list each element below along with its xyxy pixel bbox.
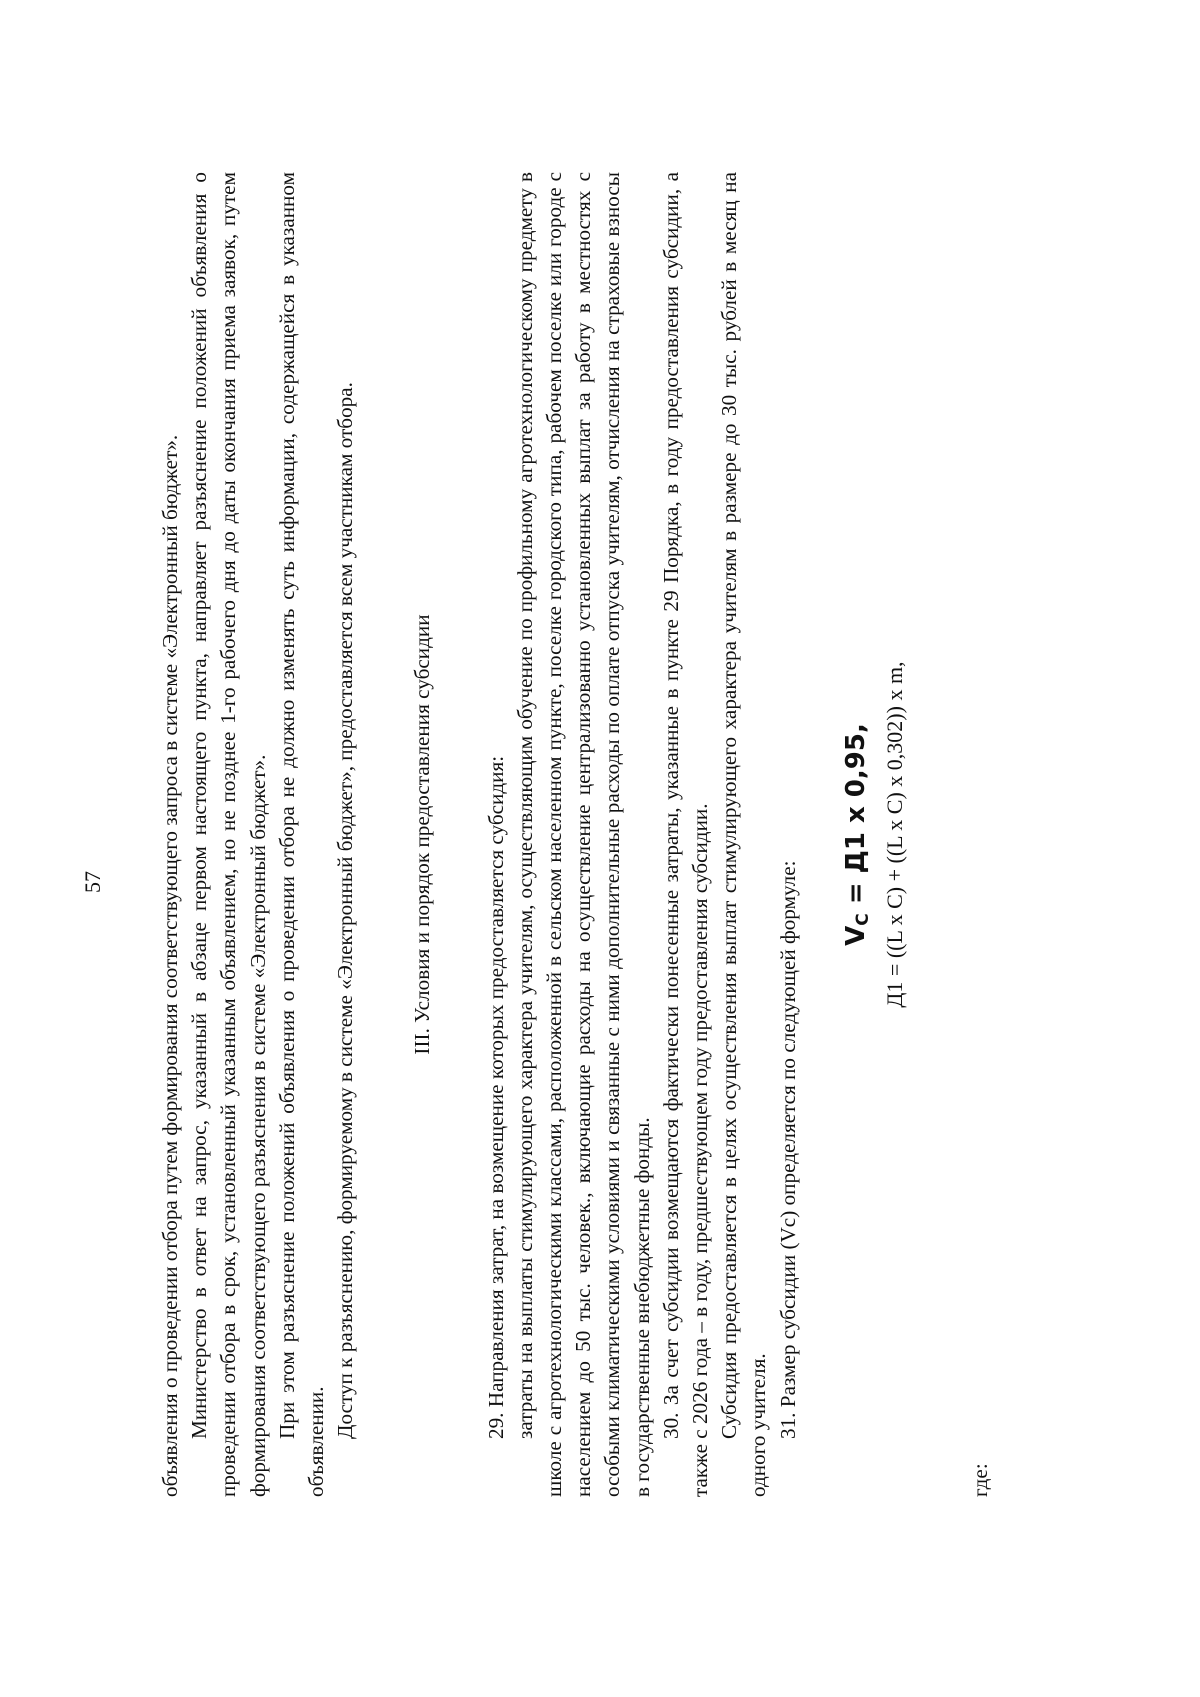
paragraph: При этом разъяснение положений объявления о проведении отбора не должно изменять суть информации, содержащейся в указанном объявлении. [274, 172, 329, 1497]
paragraph: 29. Направления затрат, на возмещение которых предоставляется субсидия: [483, 755, 508, 1439]
paragraph: Министерство в ответ на запрос, указанный в абзаце первом настоящего пункта, направляет разъяснение положений объявления о проведении отбора в срок, установленный указанным объявлением, но не позднее 1-го рабочего дня до даты окончания приема заявок, путем формирования соответствующего разъяснения в системе «Электронный бюджет». [187, 172, 270, 1497]
paragraph: Доступ к разъяснению, формируемому в системе «Электронный бюджет», предоставляется всем участникам отбора. [333, 382, 358, 1439]
page-number: 57 [80, 871, 105, 893]
section-heading: III. Условия и порядок предоставления субсидии [410, 614, 435, 1055]
paragraph: 31. Размер субсидии (Vс) определяется по следующей формуле: [775, 860, 800, 1439]
document-body [156, 172, 995, 1497]
where-label: где: [967, 1463, 992, 1497]
formula-rhs: = Д1 х 0,95, [840, 723, 871, 914]
formula-subsidy-size [839, 172, 880, 1497]
formula-lhs-subscript: C [852, 913, 873, 926]
paragraph: затраты на выплаты стимулирующего характера учителям, осуществляющим обучение по профильному агротехнологическому предмету в школе с агротехнологическими классами, расположенной в сельском населенном пункте, поселке городского типа, рабочем поселке или городе с населением до 50 тыс. человек., включающие расходы на осуществление централизованно установленных выплат за работу в местностях с особыми климатическими условиями и связанные с ними дополнительные расходы по оплате отпуска учителям, отчисления на страховые взносы в государственные внебюджетные фонды. [512, 172, 654, 1497]
paragraph: объявления о проведении отбора путем формирования соответствующего запроса в системе «Электронный бюджет». [158, 434, 182, 1497]
paragraph: Субсидия предоставляется в целях осуществления выплат стимулирующего характера учителям в размере до 30 тыс. рублей в месяц на одного учителя. [717, 172, 771, 1497]
formula-d1: Д1 = ((L х C) + ((L х C) х 0,302)) х m, [881, 661, 907, 1008]
formula-lhs: V [840, 925, 871, 946]
paragraph: 30. За счет субсидии возмещаются фактически понесенные затраты, указанные в пункте 29 Порядка, в году предоставления субсидии, а также с 2026 года – в году, предшествующем году предоставления субсидии. [658, 172, 713, 1497]
